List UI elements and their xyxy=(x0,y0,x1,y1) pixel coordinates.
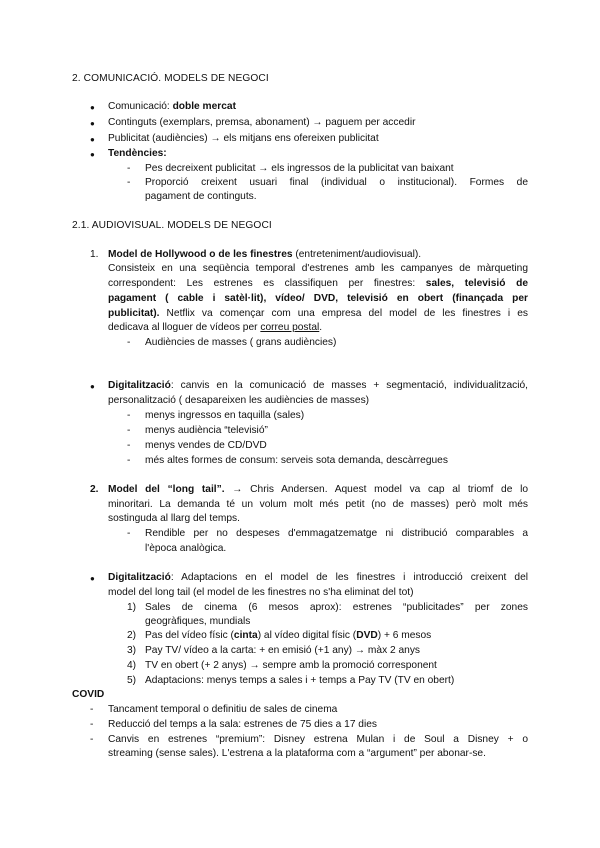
dash-icon: - xyxy=(127,163,131,174)
covid-heading: COVID xyxy=(72,689,105,700)
sub-item: Proporció creixent usuari final (individual o institucional). Formes de xyxy=(145,177,528,188)
step-number: 2) xyxy=(127,630,137,641)
sub-item: menys audiència “televisió” xyxy=(145,425,268,436)
bullet-icon: ● xyxy=(90,382,95,391)
sub-item: menys vendes de CD/DVD xyxy=(145,440,267,451)
step-number: 5) xyxy=(127,675,137,686)
step-number: 1) xyxy=(127,602,137,613)
dash-icon: - xyxy=(90,719,94,730)
sub-item: Audiències de masses ( grans audiències) xyxy=(145,337,337,348)
model-title: Model de Hollywood o de les finestres (entreteniment/audiovisual). xyxy=(108,249,422,260)
dash-icon: - xyxy=(127,440,131,451)
sub-item: Pes decreixent publicitat → els ingressos de la publicitat van baixant xyxy=(145,163,454,174)
paragraph-line: sostinguda al llarg del temps. xyxy=(108,513,240,524)
bullet-icon: ● xyxy=(90,574,95,583)
paragraph-line: model del long tail (el model de les finestres no s'ha eliminat del tot) xyxy=(108,587,414,598)
paragraph-line: pagament ( cable i satèl·lit), vídeo/ DVD, televisió en obert (finançada per xyxy=(108,293,528,304)
step-item: Adaptacions: menys temps a sales i + temps a Pay TV (TV en obert) xyxy=(145,675,455,686)
dash-icon: - xyxy=(127,177,131,188)
bullet-icon: ● xyxy=(90,135,95,144)
list-item: Tendències: xyxy=(108,148,167,159)
covid-item: Canvis en estrenes “premium”: Disney estrena Mulan i de Soul a Disney + o xyxy=(108,734,528,745)
step-item: Sales de cinema (6 mesos aprox): estrenes “publicitades” per zones xyxy=(145,602,528,613)
dash-icon: - xyxy=(127,337,131,348)
sub-item: menys ingressos en taquilla (sales) xyxy=(145,410,305,421)
dash-icon: - xyxy=(127,455,131,466)
dash-icon: - xyxy=(90,734,94,745)
list-number: 1. xyxy=(90,249,99,260)
sub-item-continuation: pagament de continguts. xyxy=(145,191,257,202)
paragraph-line: publicitat). Netflix va començar com una empresa del model de les finestres i es xyxy=(108,308,528,319)
model-title: Model del “long tail”. → Chris Andersen. Aquest model va cap al triomf de lo xyxy=(108,484,529,495)
dash-icon: - xyxy=(90,704,94,715)
paragraph-line: Digitalització: canvis en la comunicació de masses + segmentació, individualització, xyxy=(108,380,528,391)
dash-icon: - xyxy=(127,528,131,539)
sub-item: Rendible per no despeses d'emmagatzematge ni distribució comparables a xyxy=(145,528,528,539)
section-heading: 2.1. AUDIOVISUAL. MODELS DE NEGOCI xyxy=(72,220,272,231)
paragraph-line: Digitalització: Adaptacions en el model de les finestres i introducció creixent del xyxy=(108,572,528,583)
paragraph-line: Consisteix en una seqüència temporal d'estrenes amb les campanyes de màrqueting xyxy=(108,263,528,274)
covid-item: Reducció del temps a la sala: estrenes de 75 dies a 17 dies xyxy=(108,719,377,730)
paragraph-line: personalització ( desapareixen les audiències de masses) xyxy=(108,395,370,406)
list-item: Publicitat (audiències) → els mitjans ens ofereixen publicitat xyxy=(108,133,379,144)
covid-item: Tancament temporal o definitiu de sales de cinema xyxy=(108,704,338,715)
covid-item-continuation: streaming (sense sales). L'estrena a la plataforma com a “argument” per abonar-se. xyxy=(108,748,486,759)
sub-item-continuation: l'època analògica. xyxy=(145,543,227,554)
bullet-icon: ● xyxy=(90,150,95,159)
list-item: Continguts (exemplars, premsa, abonament) → paguem per accedir xyxy=(108,117,416,128)
bullet-icon: ● xyxy=(90,103,95,112)
dash-icon: - xyxy=(127,425,131,436)
paragraph-line: minoritari. La demanda té un volum molt més petit (no de masses) però molt més xyxy=(108,499,528,510)
paragraph-line: correspondent: Les estrenes es classifiquen per finestres: sales, televisió de xyxy=(108,278,528,289)
list-number: 2. xyxy=(90,484,99,495)
dash-icon: - xyxy=(127,410,131,421)
step-number: 3) xyxy=(127,645,137,656)
step-item: TV en obert (+ 2 anys) → sempre amb la promoció corresponent xyxy=(145,660,437,671)
sub-item: més altes formes de consum: serveis sota demanda, descàrregues xyxy=(145,455,448,466)
step-number: 4) xyxy=(127,660,137,671)
step-item-continuation: geogràfiques, mundials xyxy=(145,616,251,627)
step-item: Pay TV/ vídeo a la carta: + en emisió (+1 any) → màx 2 anys xyxy=(145,645,421,656)
bullet-icon: ● xyxy=(90,119,95,128)
section-heading: 2. COMUNICACIÓ. MODELS DE NEGOCI xyxy=(72,73,269,84)
paragraph-line: dedicava al lloguer de vídeos per correu postal. xyxy=(108,322,323,333)
list-item: Comunicació: doble mercat xyxy=(108,101,236,112)
step-item: Pas del vídeo físic (cinta) al vídeo digital físic (DVD) + 6 mesos xyxy=(145,630,432,641)
